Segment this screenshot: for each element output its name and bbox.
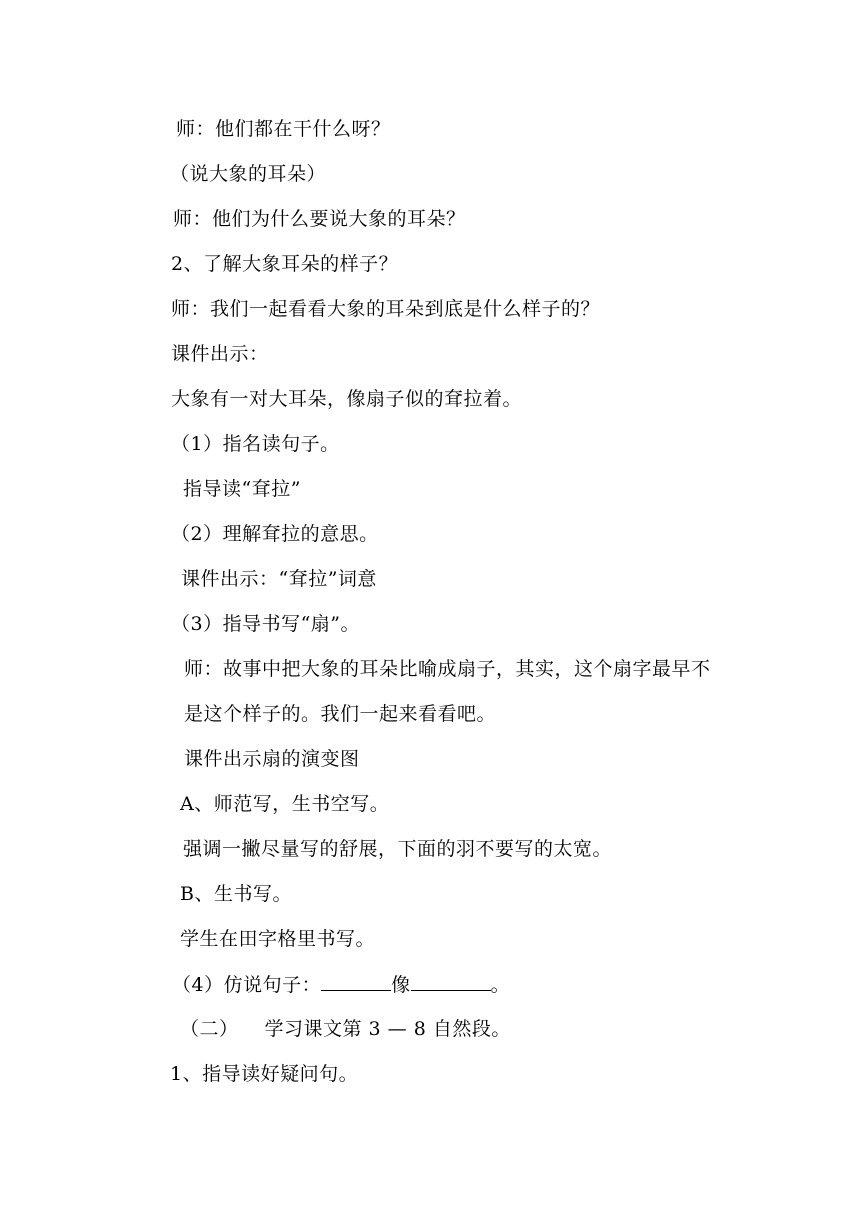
text-line: 师：故事中把大象的耳朵比喻成扇子，其实，这个扇字最早不 xyxy=(184,658,711,680)
text-line: （3）指导书写“扇”。 xyxy=(171,613,361,635)
text-line: 师：他们为什么要说大象的耳朵？ xyxy=(173,208,466,230)
imitate-middle: 像 xyxy=(391,974,411,996)
fill-blank xyxy=(411,972,491,991)
text-line: （2）理解耷拉的意思。 xyxy=(171,523,379,545)
section-number: （二） xyxy=(180,1018,239,1040)
text-line: （说大象的耳朵） xyxy=(170,163,327,185)
fill-blank xyxy=(321,972,391,991)
section-title: 学习课文第 3 — 8 自然段。 xyxy=(264,1018,511,1040)
text-line: 强调一撇尽量写的舒展，下面的羽不要写的太宽。 xyxy=(183,838,613,860)
imitate-suffix: 。 xyxy=(490,974,511,996)
text-line: 师：我们一起看看大象的耳朵到底是什么样子的？ xyxy=(171,298,601,320)
text-line: 课件出示： xyxy=(171,343,269,365)
text-line: 学生在田字格里书写。 xyxy=(180,928,376,950)
section-heading xyxy=(180,1017,511,1041)
text-line: 课件出示扇的演变图 xyxy=(184,748,360,770)
text-line: 大象有一对大耳朵，像扇子似的耷拉着。 xyxy=(171,388,523,410)
text-line: 指导读“耷拉” xyxy=(183,478,301,500)
text-line: B、生书写。 xyxy=(180,883,292,905)
imitate-sentence-line xyxy=(172,972,510,997)
text-line: 是这个样子的。我们一起来看看吧。 xyxy=(184,703,497,725)
text-line: 师：他们都在干什么呀？ xyxy=(176,118,391,140)
text-line: 2、了解大象耳朵的样子？ xyxy=(171,253,399,275)
text-line: 1、指导读好疑问句。 xyxy=(170,1063,359,1085)
text-line: 课件出示：“耷拉”词意 xyxy=(181,568,377,590)
text-line: （1）指名读句子。 xyxy=(171,433,340,455)
text-line: A、师范写，生书空写。 xyxy=(180,793,390,815)
imitate-prefix: （4）仿说句子： xyxy=(172,974,322,996)
